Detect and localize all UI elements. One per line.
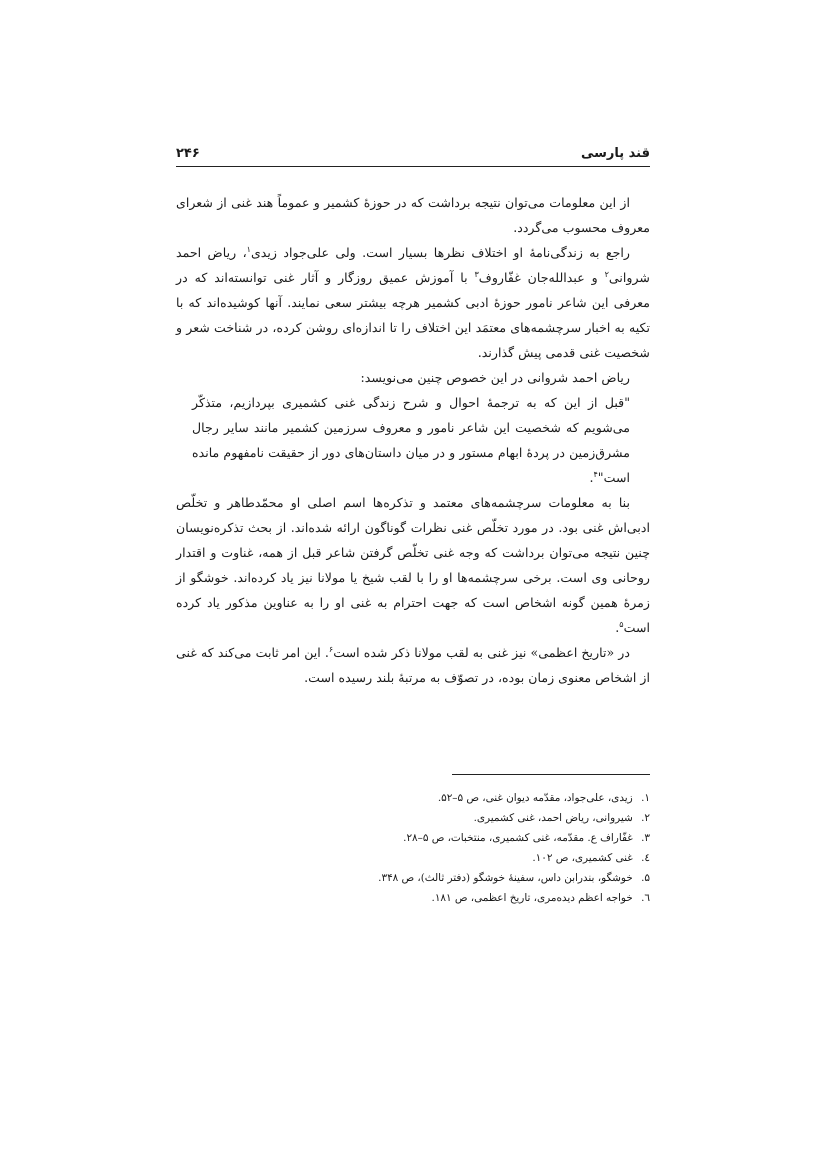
- paragraph-2-text-4: با آموزش عمیق روزگار و آثار غنی توانسته‌اند که در معرفی این شاعر نامور حوزهٔ ادبی کشمیر هرچه بیشتر سعی نمایند. آنها کوشیده‌اند که با تکیه به اخبار سرچشمه‌های معتمَد این اختلاف را تا اندازه‌ای روشن کرده، در شناخت شعر و شخصیت غنی قدمی پیش گذارند.: [176, 270, 650, 360]
- footnote-ref-6[interactable]: ۶: [328, 644, 334, 654]
- running-title: قند پارسی: [580, 146, 650, 161]
- footnote-text: غنی کشمیری، ص ۱۰۲.: [532, 852, 633, 864]
- footnote-number: ۳.: [641, 832, 650, 844]
- quote-end: .: [589, 470, 594, 485]
- footnote-number: ۱.: [641, 792, 650, 804]
- footnote-divider: [452, 774, 650, 775]
- footnotes-list: [176, 788, 650, 908]
- paragraph-4-text-2: . این امر ثابت می‌کند که غنی از اشخاص معنوی زمان بوده، در تصوّف به مرتبهٔ بلند رسیده است.: [176, 645, 650, 685]
- footnote-ref-5[interactable]: ۵: [619, 619, 624, 629]
- footnote-item: [176, 848, 650, 868]
- footnote-number: ۲.: [641, 812, 650, 824]
- footnote-item: [176, 828, 650, 848]
- page-number: ۲۴۶: [176, 146, 200, 161]
- footnote-text: شیروانی، ریاض احمد، غنی کشمیری.: [473, 812, 633, 824]
- footnote-number: ٤.: [641, 852, 650, 864]
- footnote-text: خواجه اعظم دیده‌مری، تاریخ اعظمی، ص ۱۸۱.: [431, 892, 633, 904]
- block-quote: [176, 390, 650, 490]
- paragraph-3-text: بنا به معلومات سرچشمه‌های معتمد و تذکره‌ها اسم اصلی او محمّدطاهر و تخلّص ادبی‌اش غنی بود. در مورد تخلّص غنی نظرات گوناگون ارائه شده‌اند. از بحث تذکره‌نویسان چنین نتیجه می‌توان برداشت که وجه غنی تخلّص گرفتن شاعر قبل از همه، غناوت و اقتدار روحانی وی است. برخی سرچشمه‌ها او را با لقب شیخ یا مولانا نیز یاد کرده‌اند. خوشگو از زمرهٔ همین گونه اشخاص است که جهت احترام به غنی او را به عناوین مذکور یاد کرده است: [176, 495, 650, 635]
- body-text: [176, 190, 650, 690]
- footnote-text: زیدی، علی‌جواد، مقدّمه دیوان غنی، ص ۵–۵۲.: [437, 792, 633, 804]
- page-header: [176, 140, 650, 167]
- footnote-item: [176, 868, 650, 888]
- footnote-number: ۵.: [641, 872, 650, 884]
- paragraph-4: [176, 640, 650, 690]
- paragraph-2-text-3: و عبدالله‌جان غفّاروف: [478, 270, 605, 285]
- footnote-text: غفّاراف ع. مقدّمه، غنی کشمیری، منتخبات، ص ۵–۲۸.: [403, 832, 633, 844]
- footnote-ref-2[interactable]: ۲: [604, 269, 609, 279]
- paragraph-3: [176, 490, 650, 640]
- footnote-number: ٦.: [641, 892, 650, 904]
- quote-text: "قبل از این که به ترجمهٔ احوال و شرح زندگی غنی کشمیری بپردازیم، متذکّر می‌شویم که شخصیت این شاعر نامور و معروف سرزمین کشمیر مانند سایر رجال مشرق‌زمین در پردهٔ ابهام مستور و در میان داستان‌های دور از حقیقت نامفهوم مانده است": [192, 395, 630, 485]
- paragraph-3-end: .: [615, 620, 620, 635]
- footnote-item: [176, 788, 650, 808]
- quote-intro: ریاض احمد شروانی در این خصوص چنین می‌نویسد:: [360, 370, 630, 385]
- paragraph-2-text-2: ، ریاض احمد شروانی: [176, 245, 650, 285]
- footnote-ref-3[interactable]: ۳: [474, 269, 479, 279]
- paragraph-2: [176, 240, 650, 365]
- footnote-item: [176, 888, 650, 908]
- footnote-item: [176, 808, 650, 828]
- paragraph-4-text-1: در «تاریخ اعظمی» نیز غنی به لقب مولانا ذکر شده است: [333, 645, 630, 660]
- paragraph-2-text-1: راجع به زندگی‌نامهٔ او اختلاف نظرها بسیار است. ولی علی‌جواد زیدی: [250, 245, 631, 260]
- book-page: [176, 140, 650, 904]
- footnote-ref-4[interactable]: ۴: [593, 469, 598, 479]
- footnote-ref-1[interactable]: ۱: [246, 244, 251, 254]
- footnote-text: خوشگو، بندرابن داس، سفینهٔ خوشگو (دفتر ثالث)، ص ۳۴۸.: [378, 872, 633, 884]
- paragraph-1: از این معلومات می‌توان نتیجه برداشت که در حوزهٔ کشمیر و عموماً هند غنی از شعرای معروف محسوب می‌گردد.: [176, 195, 650, 235]
